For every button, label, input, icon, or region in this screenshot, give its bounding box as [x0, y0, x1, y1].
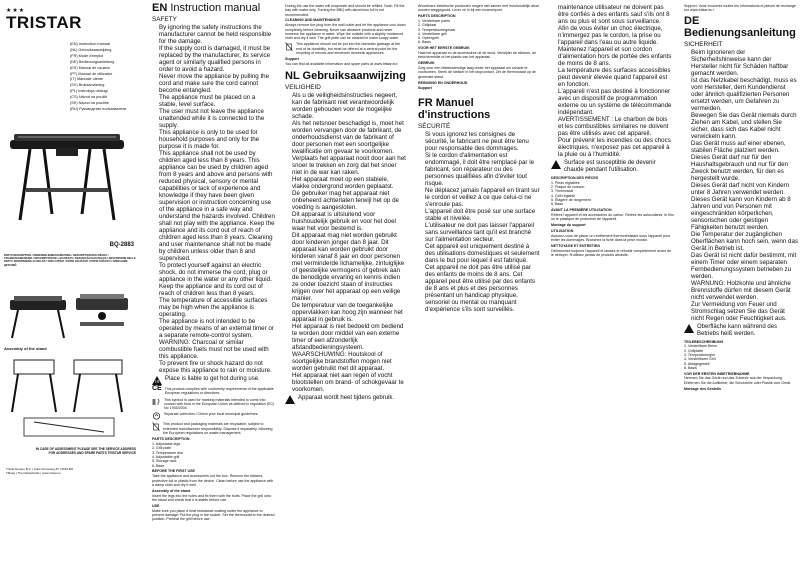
en-parts-title: PARTS DESCRIPTION [152, 437, 190, 442]
model-number: BQ-2883 [109, 242, 134, 248]
list-item: 4. Verstelbare grill [418, 31, 447, 36]
hot-surface-icon [551, 160, 561, 169]
list-item: • Dit apparaat is uitsluitend voor huishoudelijk gebruik en voor het doel waar het voor bestemd is. [292, 211, 407, 232]
fr-cleaning-text: Débranchez toujours l'appareil et laissez-le refroidir complètement avant de le nettoyer. N'utilisez jamais de produits abrasifs. [551, 248, 671, 257]
language-item: (PL) Instrukcja obsługi [70, 89, 108, 94]
language-item: (SV) Bruksanvisning [70, 83, 105, 88]
list-item: • Beim Ignorieren der Sicherheitshinweise kann der Hersteller nicht für Schäden haftbar gemacht werden. [691, 49, 798, 77]
de-safety-title: SICHERHEIT [684, 40, 723, 48]
nl-heading [285, 70, 407, 82]
de-heading-title: Bedienungsanleitung [684, 26, 796, 39]
nl-heading-code: NL [285, 70, 300, 83]
company-address: Tristar Europe B.V. | Jules Verneweg 87 | 5015 BH Tilburg | The Netherlands | www.tristar.eu [6, 467, 74, 475]
nl-disposal-text: Afvoerbare elektrische producten mogen niet samen met huishoudelijk afval worden weggegooid. Lever ze in bij een inzamelpunt. [418, 4, 539, 13]
service-note: IN CASE OF ASSESSMENT PLEASE SEE THE SERVICE ADDRESS FOR ADDRESSES AND SPARE PARTS TRISTAR SERVICE [35, 447, 136, 455]
cover-column [0, 0, 140, 575]
list-item: 3. Temperature dial [152, 450, 183, 455]
en-food-note [152, 398, 275, 411]
en-safety-title: SAFETY [152, 16, 177, 23]
list-item: 3. Temperatuurregelaar [418, 27, 456, 32]
en-ce-note [152, 387, 275, 396]
list-item: 1. Verstellbare Beine [684, 344, 718, 349]
en-heading [152, 2, 275, 14]
fr-before-text: Retirez l'appareil et les accessoires du carton. Retirez les autocollants, le film ou le plastique de protection de l'appareil. [551, 212, 674, 222]
list-item: • Bewegen Sie das Gerät niemals durch Ziehen am Kabel, und stellen Sie sicher, dass sich das Kabel nicht verwickeln kann. [691, 112, 798, 140]
nl-parts-title: PARTS DESCRIPTION [418, 14, 456, 19]
language-item: (PT) Manual de utilizador [70, 71, 113, 76]
language-item: (CS) Návod na použití [70, 95, 108, 100]
list-item: • Keep the appliance and its cord out of reach of children less than 8 years. [159, 283, 275, 297]
list-item: 5. Ablagegestell [684, 361, 710, 366]
nl-use-text: Zorg voor een hittebestendige laag onder het apparaat om schade te voorkomen. Steek de stekker in het stopcontact. Zet de thermostaat op de gewenste stand. [418, 66, 536, 79]
list-item: • La température des surfaces accessibles peut devenir élevée quand l'appareil est en fonction. [558, 67, 674, 88]
fr-hot-note [551, 160, 674, 174]
language-item: (ES) Manual de usuario [70, 65, 110, 70]
nl-heading-title: Gebruiksaanwijzing [302, 70, 406, 83]
list-item: • Afin de vous éviter un choc électrique, n'immergez pas le cordon, la prise ou l'appareil dans l'eau ou autre liquide. [558, 25, 674, 46]
en-heading-title: Instruction manual [170, 2, 261, 14]
language-item: (NL) Gebruiksaanwijzing [70, 47, 112, 52]
brand-logo [6, 8, 82, 31]
language-item: (SK) Návod na použitie [70, 101, 110, 106]
de-hot-note-text: Oberfläche kann während des Betriebs heiß werden. [697, 323, 778, 337]
en-use-text: Make sure you place a heat resistance coating under the appliance to prevent damage. Put the plug in the socket. Set the thermostat to the desired position. Preheat the grill before use. [152, 508, 275, 522]
en-before-text: Take the appliance and accessories out the box. Remove the stickers, protective foil or plastic from the device. Clean before use the appliance with a damp cloth and dry it well. [152, 474, 274, 487]
fr-before-title: AVANT LA PREMIÈRE UTILISATION [551, 208, 612, 213]
list-item: maintenance utilisateur ne doivent pas être confiés à des enfants sauf s'ils ont 8 ans ou plus et sont sous surveillance. [558, 4, 670, 25]
list-item: • Never move the appliance by pulling the cord and make sure the cord cannot become entangled. [159, 73, 275, 94]
nl-support-title: Support [418, 86, 432, 91]
list-item: • Als het netsnoer beschadigd is, moet het worden vervangen door de fabrikant, de onderhoudsdienst van de fabrikant of door personen met een soortgelijke kwalificatie om gevaar te voorkomen. [292, 120, 407, 155]
list-item: • Maintenez l'appareil et son cordon d'alimentation hors de portée des enfants de moins de 8 ans. [558, 46, 674, 67]
list-item: • Si le cordon d'alimentation est endommagé, il doit être remplacé par le fabricant, son réparateur ou des personnes qualifiées afin d'éviter tout risque. [425, 152, 540, 187]
list-item: 6. Base [551, 202, 564, 207]
fr-column [551, 0, 674, 575]
list-item: • Verplaats het apparaat nooit door aan het snoer te trekken en zorg dat het snoer niet in de war kan raken. [292, 155, 407, 176]
en-use-title: USE [152, 503, 160, 508]
food-contact-icon [152, 398, 161, 406]
list-item: 5. Storage rack [152, 459, 177, 464]
list-item: • Cet appareil ne doit pas être utilisé par des enfants de moins de 8 ans. Cet appareil peut être utilisé par des enfants de 8 ans et plus et des personnes présentant un handicap physique, sensoriel ou mental ou manquant d'expérience s'ils sont surveillés. [425, 264, 540, 313]
language-item: (RU) Руководство пользователя [70, 106, 127, 111]
list-item: • If the supply cord is damaged, it must be replaced by the manufacturer, its service agent or similarly qualified persons in order to avoid a hazard. [159, 45, 275, 73]
en-support-text: You can find all available information and spare parts at www.tristar.eu! [285, 62, 398, 67]
nl-cleaning-title: REINIGING EN ONDERHOUD [418, 80, 468, 85]
ce-mark-icon: CE [152, 385, 162, 392]
list-item: • Pour prévenir les incendies ou des chocs électriques, n'exposez pas cet appareil à la pluie ou à l'humidité. [558, 137, 674, 158]
list-item: • WARNING: Charcoal or similar combustible fuels must not be used with this appliance. [159, 339, 275, 360]
weee-bin-icon [285, 42, 293, 51]
parts-description-title: PARTS DESCRIPTION / ONDERDELENBESCHRIJVING / DESCRIPTION DES PIÈCES / TEILEBESCHREIBUNG / DESCRIPCIÓN DE LAS PIEZAS / DESCRIÇÃO DAS PEÇAS / DESCRIZIONE DELLE PARTI / BESKRIVNING AV DELAR / OPIS CZĘŚCI / POPIS SOUČÁSTÍ / POPIS SÚČASTÍ / ОПИСАНИЕ ДЕТАЛЕЙ [4, 254, 136, 267]
list-item: 3. Temperaturregler [684, 352, 716, 357]
fr-support-text: Support: Vous trouverez toutes les informations et pièces de rechange sur www.tristar.eu ! [684, 4, 796, 13]
list-item: • WAARSCHUWING: Houtskool of soortgelijke brandstoffen mogen niet worden gebruikt met dit apparaat. [292, 351, 407, 372]
en-weee-note [152, 422, 275, 435]
de-hot-note [684, 324, 798, 338]
list-item: 4. Adjustable grill [152, 455, 180, 460]
list-item: 5. Étagère de rangement [551, 197, 591, 202]
assembly-label: Assembly of the stand [4, 346, 47, 351]
de-assembly-title: Montage des Gestells [684, 386, 721, 391]
list-item: 2. Plaque de cuisson [551, 185, 585, 190]
list-item: • L'utilisateur ne doit pas laisser l'appareil sans surveillance tant qu'il est branché sur l'alimentation secteur. [425, 222, 540, 243]
list-item: • Dit apparaat mag niet worden gebruikt door kinderen jonger dan 8 jaar. Dit apparaat kan worden gebruikt door kinderen vanaf 8 jaar en door personen met verminderde lichamelijke, zintuiglijke of geestelijke vermogens of gebrek aan de benodigde ervaring en kennis indien ze onder toezicht staan of instructies krijgen over het apparaat op een veilige manier. [292, 232, 407, 302]
nl-safety-list [285, 92, 407, 393]
en-separate-note [152, 412, 275, 420]
list-item: • De gebruiker mag het apparaat niet onbeheerd achterlaten terwijl het op de voeding is aangesloten. [292, 190, 407, 211]
list-item: • The appliance is not intended to be operated by means of an external timer or a separate remote-control system. [159, 318, 275, 339]
nl-hot-note [285, 395, 407, 404]
fr-safety-list-cont [551, 4, 674, 158]
list-item: • Het apparaat niet aan regen of vocht blootstellen om brand- of schokgevaar te voorkomen. [292, 372, 407, 393]
list-item: • Dieses Gerät darf nur für den Haushaltsgebrauch und nur für den Zweck benutzt werden, für den es hergestellt wurde. [691, 154, 798, 182]
en-cleaning-text: Always remove the plug from the wall outlet and let the appliance cool down completely before cleaning. Never use abrasive products and never immerse the appliance in water. Wipe the outside with a slightly moistened cloth and dry it well. The grill plate can be cleaned in warm soapy water. [285, 23, 406, 41]
de-heading-code: DE [684, 14, 700, 27]
en-ce-note-text: This product complies with conformity requirements of the applicable European regulations or directives. [164, 387, 274, 396]
de-heading [684, 15, 798, 39]
de-before-text: Nehmen Sie das Gerät und das Zubehör aus der Verpackung. Entfernen Sie die Aufkleber, die Schutzfolie oder Plastik vom Gerät. [684, 376, 792, 385]
language-item: (EN) Instruction manual [70, 42, 110, 46]
list-item: 6. Base [152, 463, 165, 468]
en-use-cont: During the use the water will evaporate and should be refilled. Note: Fill the tray with water only. Turning the BBQ with aluminium foil is not recommended. [285, 4, 405, 17]
fr-use-title: UTILISATION [551, 228, 574, 233]
en-hot-note-text: Place is liable to get hot during use. [165, 376, 260, 382]
nl-use-title: GEBRUIK [418, 61, 435, 66]
nl-before-text: Haal het apparaat en de accessoires uit de doos. Verwijder de stickers, de beschermfolie of het plastic van het apparaat. [418, 51, 537, 60]
hot-surface-icon [684, 324, 694, 333]
en-support-title: Support [285, 57, 299, 62]
recycle-icon [152, 412, 161, 420]
list-item: 6. Basis [418, 40, 431, 45]
product-image [8, 118, 126, 228]
list-item: • AVERTISSEMENT : Le charbon de bois et les combustibles similaires ne doivent pas être utilisés avec cet appareil. [558, 116, 674, 137]
list-item: • De temperatuur van de toegankelijke oppervlakken kan hoog zijn wanneer het apparaat in gebruik is. [292, 302, 407, 323]
de-safety-list [684, 49, 798, 322]
de-before-title: VOR DER ERSTEN INBETRIEBNAHME [684, 371, 750, 376]
en-assembly-text: Insert the legs into the holes and fix them with the bolts. Place the grill onto the stand and check that it is stable before use. [152, 493, 272, 502]
fr-heading-code: FR [418, 96, 433, 109]
language-item: (IT) Manuale utente [70, 77, 104, 82]
list-item: 2. Grill plate [152, 446, 172, 451]
en-column [152, 0, 275, 575]
list-item: • The temperature of accessible surfaces may be high when the appliance is operating. [159, 297, 275, 318]
nl-before-title: VOOR HET EERSTE GEBRUIK [418, 46, 470, 51]
fr-cleaning-title: NETTOYAGE ET ENTRETIEN [551, 243, 600, 248]
hot-surface-icon [152, 376, 162, 385]
list-item: • Das Gerät muss auf einer ebenen, stabilen Fläche platziert werden. [691, 140, 798, 154]
list-item: • Zur Vermeidung von Feuer und Stromschlag setzen Sie das Gerät nicht Regen oder Feuchtigkeit aus. [691, 301, 798, 322]
list-item: • Dieses Gerät darf nicht von Kindern unter 8 Jahren verwendet werden. Dieses Gerät kann von Kindern ab 8 Jahren und von Personen mit eingeschränkten körperlichen, sensorischen oder geistigen Fähigkeiten benutzt werden. [691, 182, 798, 231]
assembly-diagram [4, 352, 136, 442]
de-parts-title: TEILEBESCHREIBUNG [684, 339, 724, 344]
de-column [684, 0, 798, 575]
nl-hot-note-text: Apparaat wordt heet tijdens gebruik. [298, 395, 395, 402]
fr-assembly-title: Montage du support [551, 223, 586, 228]
en-separate-note-text: Separate collection / Check your local municipal guidelines. [164, 412, 259, 417]
list-item: 1. Pieds réglables [551, 180, 580, 185]
list-item: 4. Grill réglable [551, 193, 576, 198]
list-item: • This appliance shall not be used by children aged less than 8 years. This appliance can be used by children aged from 8 years and above and persons with reduced physical, sensory or mental capabilities or lack of experience and knowledge if they have been given supervision or instruction concerning use of the appliance in a safe way and understand the hazards involved. Children shall not play with the appliance. Keep the appliance and its cord out of reach of children aged less than 8 years. Cleaning and user maintenance shall not be made by children unless older than 8 and supervised. [159, 150, 275, 262]
list-item: • Das Gerät ist nicht dafür bestimmt, mit einem Timer oder einem separaten Fernbedienungssystem betrieben zu werden. [691, 252, 798, 280]
list-item: 2. Grillplatte [684, 348, 704, 353]
list-item: • Die Temperatur der zugänglichen Oberflächen kann hoch sein, wenn das Gerät in Betrieb ist. [691, 231, 798, 252]
language-item: (DE) Bedienungsanleitung [70, 59, 115, 64]
list-item: 5. Opbergrek [418, 36, 439, 41]
en-weee-note-text: This product and packaging materials are recyclable, subject to extended manufacturer responsibility. Dispose it separately, following the European regulations on waste management. [163, 422, 273, 436]
list-item: • Het apparaat is niet bedoeld om bediend te worden door middel van een externe timer of een afzonderlijk afstandbedieningsysteem. [292, 323, 407, 351]
weee-bin-icon [152, 422, 160, 431]
list-item: • Als u de veiligheidsinstructies negeert, kan de fabrikant niet verantwoordelijk worden gehouden voor de mogelijke schade. [292, 92, 407, 120]
list-item: 2. Grillplaat [418, 23, 437, 28]
en-cleaning-title: CLEANING AND MAINTENANCE [285, 18, 340, 23]
fr-safety-list [418, 131, 540, 313]
list-item: 3. Thermostat [551, 189, 574, 194]
list-item: • L'appareil n'est pas destiné à fonctionner avec un dispositif de programmation externe ou un système de télécommande indépendant. [558, 88, 674, 116]
hot-surface-icon [285, 395, 295, 404]
nl-fr-column [418, 0, 540, 575]
list-item: • The user must not leave the appliance unattended while it is connected to the supply. [159, 108, 275, 129]
fr-safety-title: SÉCURITÉ [418, 122, 451, 130]
list-item: 6. Basis [684, 365, 697, 370]
language-item: (FR) Mode d'emploi [70, 53, 104, 58]
language-list [70, 42, 140, 113]
list-item: 1. Verstelbare poten [418, 18, 451, 23]
list-item: • L'appareil doit être posé sur une surface stable et nivelée. [425, 208, 540, 222]
en-hot-note [152, 376, 275, 385]
en-before-title: BEFORE THE FIRST USE [152, 469, 195, 474]
fr-use-text: Assurez-vous de placer un revêtement thermorésistant sous l'appareil pour éviter les dommages. Branchez la fiche dans la prise murale. [551, 233, 671, 242]
logo-wordmark: TRISTAR [6, 13, 82, 32]
list-item: • Cet appareil est uniquement destiné à des utilisations domestiques et seulement dans le but pour lequel il est fabriqué. [425, 243, 540, 264]
list-item: • Ne déplacez jamais l'appareil en tirant sur le cordon et veillez à ce que celui-ci ne s'enroule pas. [425, 187, 540, 208]
list-item: • Het apparaat moet op een stabiele, vlakke ondergrond worden geplaatst. [292, 176, 407, 190]
fr-hot-note-text: Surface est susceptible de devenir chaude pendant l'utilisation. [564, 160, 656, 173]
list-item: 1. Adjustable legs [152, 442, 181, 447]
list-item: 4. Verstellbarer Grill [684, 357, 716, 362]
list-item: • To protect yourself against an electric shock, do not immerse the cord, plug or appliance in the water or any other liquid. [159, 262, 275, 283]
logo-stars: ★★★ [6, 8, 26, 14]
list-item: • WARNUNG: Holzkohle und ähnliche Brennstoffe dürfen mit diesem Gerät nicht verwendet werden. [691, 280, 798, 301]
fr-heading [418, 97, 540, 121]
en-env-note [285, 42, 407, 55]
fr-heading-title: Manuel d'instructions [418, 96, 491, 121]
en-assembly-title: Assembly of the stand [152, 488, 191, 493]
list-item: • Ist das Netzkabel beschädigt, muss es vom Hersteller, dem Kundendienst oder ähnlich qualifizierten Personen ersetzt werden, um Gefahren zu vermeiden. [691, 77, 798, 112]
list-item: • This appliance is only to be used for household purposes and only for the purpose it is made for. [159, 129, 275, 150]
parts-diagram [4, 272, 136, 342]
en-safety-list [152, 24, 275, 374]
list-item: • To prevent fire or shock hazard do not expose this appliance to rain or moisture. [159, 360, 275, 374]
fr-parts-title: DESCRIPTION DES PIÈCES [551, 176, 599, 180]
list-item: • Si vous ignorez les consignes de sécurité, le fabricant ne peut être tenu pour responsable des dommages. [425, 131, 540, 152]
en-nl-column [285, 0, 407, 575]
en-env-note-text: This appliance should not be put into the domestic garbage at the end of its durability, but must be offered at a central point for the recycling of electric and electronic domestic appliances. [296, 42, 401, 56]
list-item: • The appliance must be placed on a stable, level surface. [159, 94, 275, 108]
en-food-note-text: This symbol is used for marking materials intended to come into contact with food in the European Union as defined in regulation (EC) No 1935/2004. [164, 397, 275, 411]
en-heading-code: EN [152, 2, 168, 14]
nl-safety-title: VEILIGHEID [285, 84, 321, 92]
list-item: • By ignoring the safety instructions the manufacturer cannot be held responsible for the damage. [159, 24, 275, 45]
